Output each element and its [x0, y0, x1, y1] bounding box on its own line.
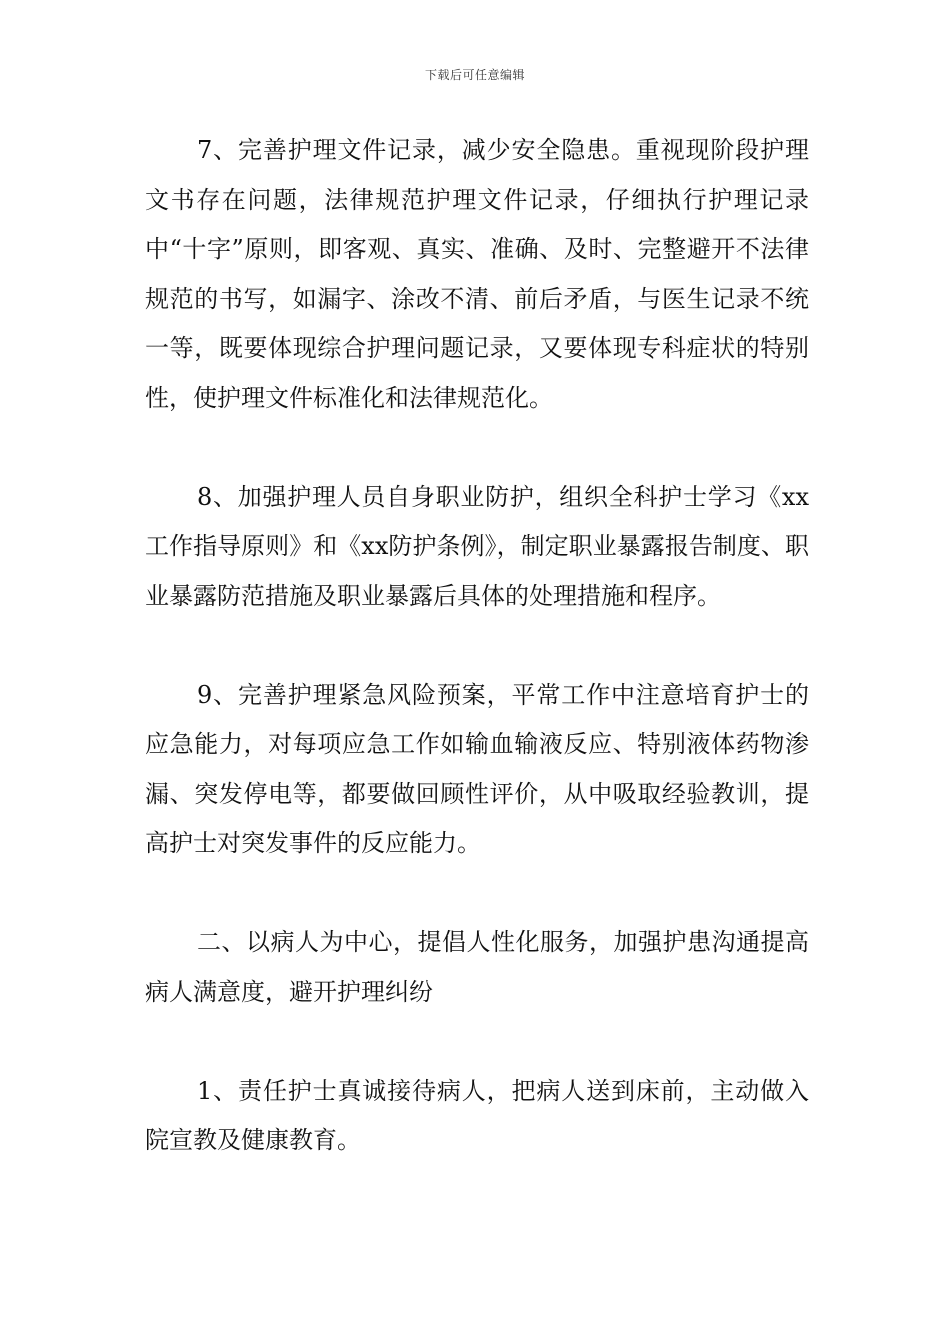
- document-body: [145, 126, 809, 1166]
- paragraph-spacer: [145, 869, 809, 919]
- paragraph-item-7: 7、完善护理文件记录，减少安全隐患。重视现阶段护理文书存在问题，法律规范护理文件记录，仔细执行护理记录中“十字”原则，即客观、真实、准确、及时、完整避开不法律规范的书写，如漏字、涂改不清、前后矛盾，与医生记录不统一等，既要体现综合护理问题记录，又要体现专科症状的特别性，使护理文件标准化和法律规范化。: [145, 136, 809, 412]
- paragraph-item-8: 8、加强护理人员自身职业防护，组织全科护士学习《xx工作指导原则》和《xx防护条例》，制定职业暴露报告制度、职业暴露防范措施及职业暴露后具体的处理措施和程序。: [145, 482, 809, 610]
- paragraph-spacer: [145, 1017, 809, 1067]
- paragraph-spacer: [145, 621, 809, 671]
- paragraph-item-9: 9、完善护理紧急风险预案，平常工作中注意培育护士的应急能力，对每项应急工作如输血输液反应、特别液体药物渗漏、突发停电等，都要做回顾性评价，从中吸取经验教训，提高护士对突发事件的反应能力。: [145, 680, 809, 857]
- section-heading-two: 二、以病人为中心，提倡人性化服务，加强护患沟通提高病人满意度，避开护理纠纷: [145, 928, 809, 1006]
- paragraph-spacer: [145, 423, 809, 473]
- page-header-note: 下载后可任意编辑: [424, 68, 525, 82]
- paragraph-item-1: 1、责任护士真诚接待病人，把病人送到床前，主动做入院宣教及健康教育。: [145, 1076, 809, 1154]
